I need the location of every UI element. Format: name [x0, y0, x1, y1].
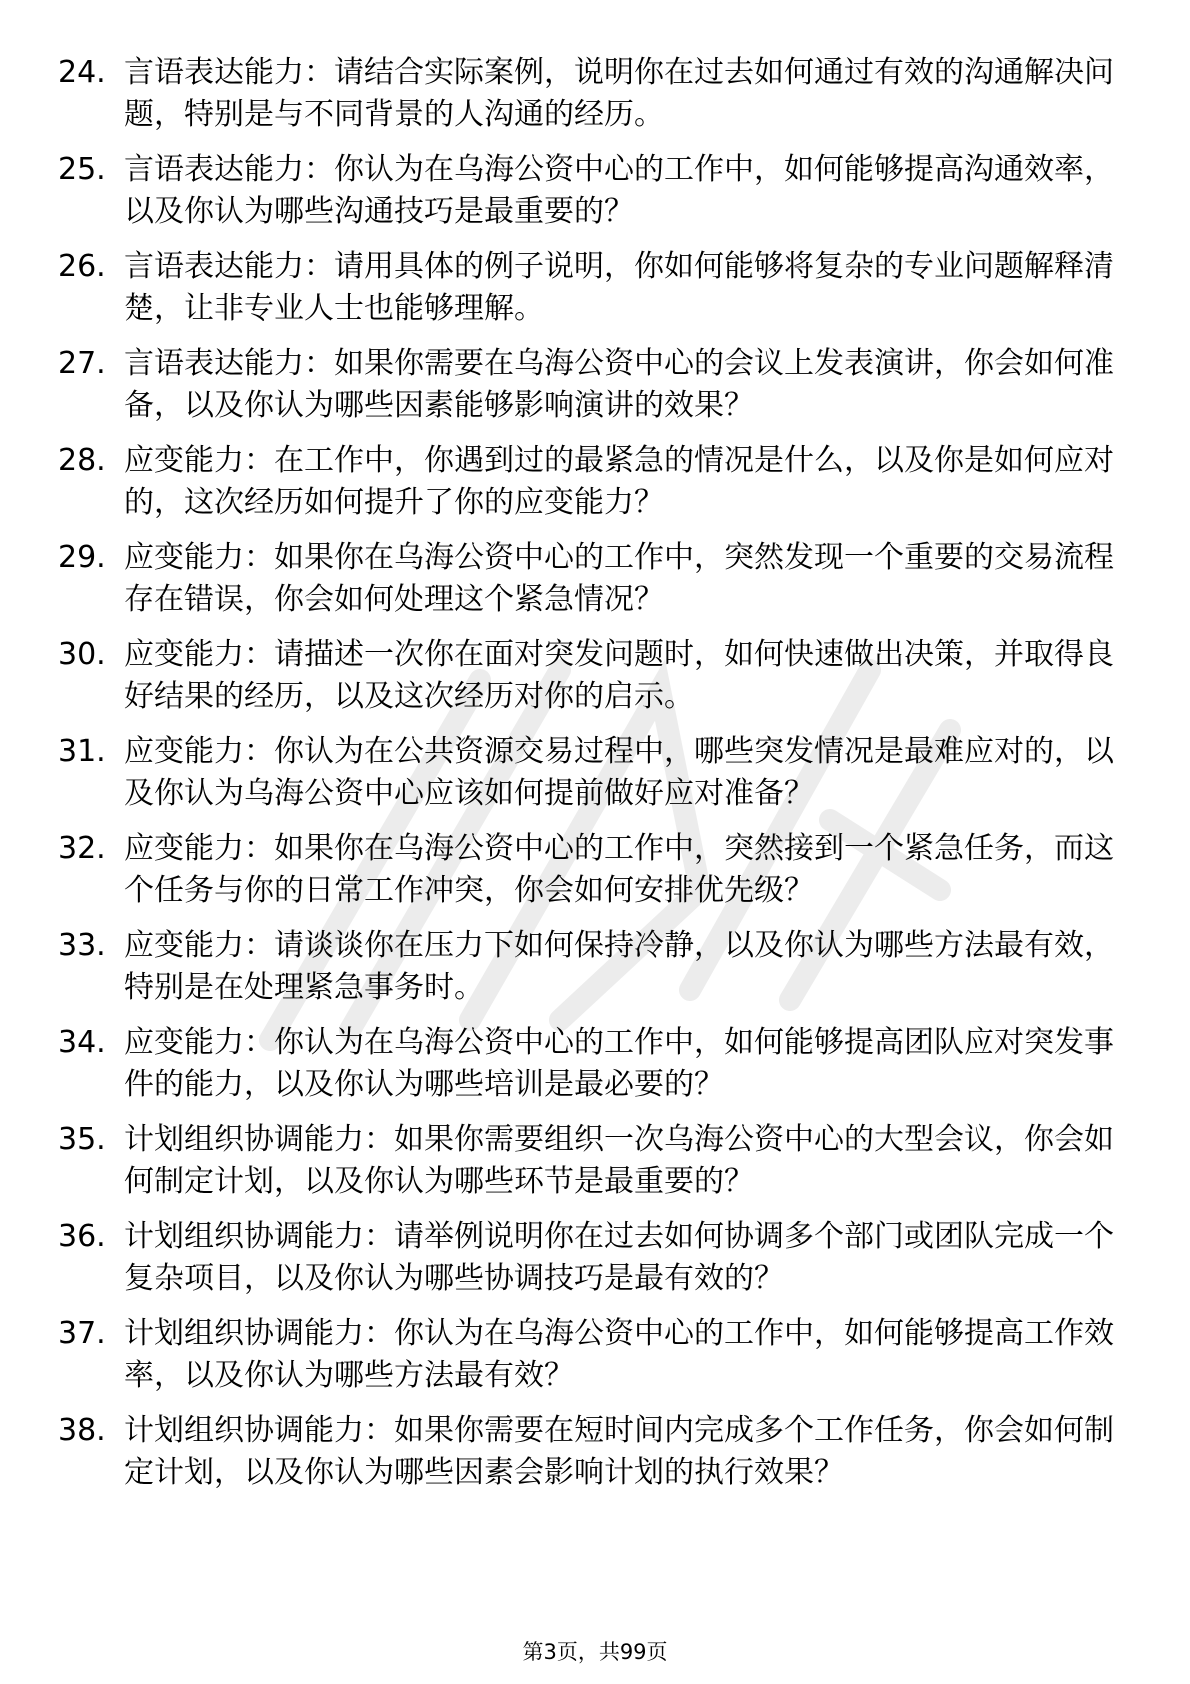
- question-item-34: [58, 1022, 1128, 1106]
- question-item-31: [58, 731, 1128, 815]
- question-number: 24.: [58, 55, 106, 90]
- question-item-35: [58, 1119, 1128, 1203]
- question-text: 言语表达能力：如果你需要在乌海公资中心的会议上发表演讲，你会如何准备，以及你认为哪些因素能够影响演讲的效果？: [124, 346, 1114, 423]
- question-item-36: [58, 1216, 1128, 1300]
- question-item-28: [58, 440, 1128, 524]
- question-item-33: [58, 925, 1128, 1009]
- question-number: 31.: [58, 734, 106, 769]
- question-text: 言语表达能力：你认为在乌海公资中心的工作中，如何能够提高沟通效率，以及你认为哪些沟通技巧是最重要的？: [124, 152, 1114, 229]
- question-number: 37.: [58, 1316, 106, 1351]
- question-text: 应变能力：你认为在公共资源交易过程中，哪些突发情况是最难应对的，以及你认为乌海公资中心应该如何提前做好应对准备？: [124, 734, 1114, 811]
- question-text: 计划组织协调能力：如果你需要组织一次乌海公资中心的大型会议，你会如何制定计划，以及你认为哪些环节是最重要的？: [124, 1122, 1114, 1199]
- question-list: [58, 52, 1128, 1507]
- question-item-38: [58, 1410, 1128, 1494]
- question-number: 38.: [58, 1413, 106, 1448]
- question-item-30: [58, 634, 1128, 718]
- question-number: 30.: [58, 637, 106, 672]
- question-number: 29.: [58, 540, 106, 575]
- question-item-37: [58, 1313, 1128, 1397]
- question-text: 言语表达能力：请用具体的例子说明，你如何能够将复杂的专业问题解释清楚，让非专业人士也能够理解。: [124, 249, 1114, 326]
- question-text: 计划组织协调能力：你认为在乌海公资中心的工作中，如何能够提高工作效率，以及你认为哪些方法最有效？: [124, 1316, 1114, 1393]
- question-item-25: [58, 149, 1128, 233]
- question-text: 应变能力：你认为在乌海公资中心的工作中，如何能够提高团队应对突发事件的能力，以及你认为哪些培训是最必要的？: [124, 1025, 1114, 1102]
- question-number: 33.: [58, 928, 106, 963]
- question-number: 28.: [58, 443, 106, 478]
- question-text: 计划组织协调能力：请举例说明你在过去如何协调多个部门或团队完成一个复杂项目，以及你认为哪些协调技巧是最有效的？: [124, 1219, 1114, 1296]
- question-number: 25.: [58, 152, 106, 187]
- question-number: 27.: [58, 346, 106, 381]
- question-item-24: [58, 52, 1128, 136]
- question-item-29: [58, 537, 1128, 621]
- question-number: 36.: [58, 1219, 106, 1254]
- question-text: 应变能力：请描述一次你在面对突发问题时，如何快速做出决策，并取得良好结果的经历，以及这次经历对你的启示。: [124, 637, 1114, 714]
- question-item-26: [58, 246, 1128, 330]
- question-number: 26.: [58, 249, 106, 284]
- question-text: 应变能力：如果你在乌海公资中心的工作中，突然发现一个重要的交易流程存在错误，你会如何处理这个紧急情况？: [124, 540, 1114, 617]
- question-text: 应变能力：在工作中，你遇到过的最紧急的情况是什么，以及你是如何应对的，这次经历如何提升了你的应变能力？: [124, 443, 1114, 520]
- question-number: 35.: [58, 1122, 106, 1157]
- question-text: 应变能力：如果你在乌海公资中心的工作中，突然接到一个紧急任务，而这个任务与你的日常工作冲突，你会如何安排优先级？: [124, 831, 1114, 908]
- question-item-32: [58, 828, 1128, 912]
- question-text: 应变能力：请谈谈你在压力下如何保持冷静，以及你认为哪些方法最有效，特别是在处理紧急事务时。: [124, 928, 1114, 1005]
- question-number: 32.: [58, 831, 106, 866]
- question-text: 计划组织协调能力：如果你需要在短时间内完成多个工作任务，你会如何制定计划，以及你认为哪些因素会影响计划的执行效果？: [124, 1413, 1114, 1490]
- question-text: 言语表达能力：请结合实际案例，说明你在过去如何通过有效的沟通解决问题，特别是与不同背景的人沟通的经历。: [124, 55, 1114, 132]
- question-number: 34.: [58, 1025, 106, 1060]
- question-item-27: [58, 343, 1128, 427]
- page-number-footer: 第3页，共99页: [522, 1640, 668, 1664]
